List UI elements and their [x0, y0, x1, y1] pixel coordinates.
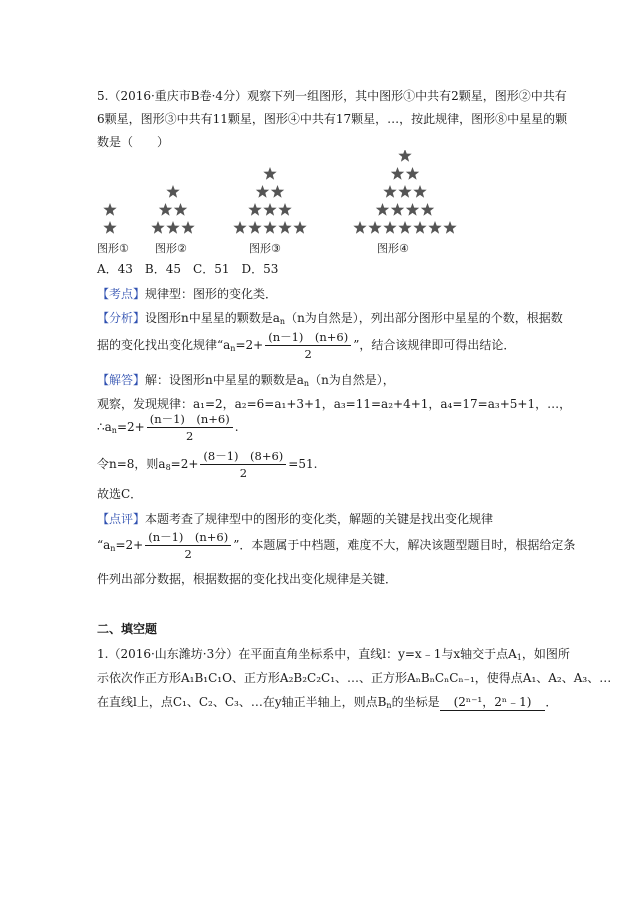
kaodian-tag: 【考点】 [97, 287, 146, 301]
q1-line2: 示依次作正方形A₁B₁C₁O、正方形A₂B₂C₂C₁、…、正方形AₙBₙCₙCₙ₋₁，使得点A₁、A₂、A₃、… [97, 671, 612, 685]
star-icon [263, 203, 276, 216]
star-icon [174, 203, 187, 216]
fenxi-eq: =2+ [235, 338, 264, 352]
star-icon [391, 167, 404, 180]
star-icon [263, 221, 276, 234]
section-title: 二、填空题 [97, 622, 158, 636]
star-icon [278, 203, 291, 216]
fraction-denominator: 2 [184, 547, 192, 561]
therefore-end: . [234, 420, 239, 434]
jieda-choose: 故选C． [97, 487, 143, 501]
fenxi-text-1: 设图形n中星星的颗数是a [145, 311, 280, 325]
fraction-denominator: 2 [239, 466, 248, 480]
kaodian-text: 规律型：图形的变化类． [145, 287, 278, 301]
jieda-let [97, 447, 317, 485]
star-icon [353, 221, 366, 234]
star-icon [398, 150, 411, 162]
fraction-numerator: (n－1) (n+6) [265, 330, 351, 346]
dianping-eq: =2+ [115, 538, 144, 552]
let-eq: =2+ [170, 457, 199, 471]
fenxi-line2 [97, 328, 515, 366]
star-icon [103, 221, 116, 234]
star-icon [368, 221, 381, 234]
star-icon [406, 167, 419, 180]
figure-label-3: 图形③ [249, 242, 281, 255]
jieda-sub-1: n [303, 379, 310, 388]
dianping-line3: 件列出部分数据，根据数据的变化找出变化规律是关键． [97, 572, 398, 586]
star-icon [383, 185, 396, 198]
star-icon [181, 221, 194, 234]
q1-text-3b: 的坐标是 [391, 695, 440, 709]
figure-label-4: 图形④ [377, 242, 409, 255]
let-sub: 8 [165, 463, 171, 472]
star-icon [151, 221, 164, 234]
fraction-numerator: (n－1) (n+6) [145, 530, 231, 546]
star-icon [443, 221, 456, 234]
therefore-text: ∴a [97, 420, 112, 434]
fenxi-line1 [97, 310, 563, 330]
dianping-text-2b: ”．本题属于中档题，难度不大，解决该题型题目时，根据给定条 [233, 538, 576, 552]
q1-sub-1: 1 [516, 653, 522, 662]
jieda-text-1b: （n为自然是）， [309, 373, 395, 387]
fenxi-sub-1: n [279, 317, 286, 326]
star-pattern-svg [97, 150, 477, 240]
therefore-eq: =2+ [116, 420, 145, 434]
q5-line3: 数是（ ） [97, 135, 170, 149]
let-end: =51. [288, 457, 318, 471]
q1-sub-3: n [386, 701, 392, 710]
star-icon [248, 203, 261, 216]
figure-label-1: 图形① [97, 242, 129, 255]
dianping-fraction [145, 530, 231, 561]
fenxi-tag: 【分析】 [97, 311, 146, 325]
star-icon [263, 167, 276, 180]
fraction-numerator: (n－1) (n+6) [147, 412, 233, 428]
dianping-line1 [97, 511, 493, 527]
jieda-observe: 观察，发现规律：a₁=2，a₂=6=a₁+3+1，a₃=11=a₂+4+1，a₄=17=a₃+5+1，…， [97, 397, 572, 411]
let-fraction [200, 449, 286, 480]
star-icon [406, 203, 419, 216]
star-figure [97, 150, 477, 258]
star-icon [256, 185, 269, 198]
dianping-text-2: “a [97, 538, 111, 552]
kaodian-line [97, 286, 277, 302]
fenxi-text-1b: （n为自然是），列出部分图形中星星的个数，根据数 [285, 311, 563, 325]
fenxi-text-2b: ”，结合该规律即可得出结论． [353, 338, 516, 352]
star-icon [383, 221, 396, 234]
jieda-therefore [97, 410, 239, 448]
answer-blank: (2ⁿ⁻¹，2ⁿ﹣1) [440, 694, 546, 711]
jieda-text-1: 解：设图形n中星星的颗数是a [145, 373, 304, 387]
star-icon [421, 203, 434, 216]
star-icon [278, 221, 291, 234]
q5-line1: 5.（2016·重庆市B卷·4分）观察下列一组图形，其中图形①中共有2颗星，图形②中共有 [97, 89, 567, 103]
star-icon [271, 185, 284, 198]
q1-line1 [97, 646, 570, 666]
q5-options: A．43 B．45 C．51 D．53 [97, 262, 279, 276]
q1-line3 [97, 694, 557, 714]
star-icon [103, 203, 116, 216]
therefore-fraction [147, 412, 233, 443]
q1-text-3c: ． [545, 695, 558, 709]
fraction-denominator: 2 [186, 429, 194, 443]
star-icon [413, 185, 426, 198]
dianping-text-1: 本题考查了规律型中的图形的变化类，解题的关键是找出变化规律 [145, 512, 494, 526]
dianping-line2 [97, 528, 575, 566]
star-icon [166, 221, 179, 234]
star-icon [391, 203, 404, 216]
star-icon [248, 221, 261, 234]
dianping-sub: n [110, 544, 116, 553]
fraction-denominator: 2 [304, 347, 312, 361]
jieda-line1 [97, 372, 395, 392]
therefore-sub: n [111, 426, 117, 435]
star-icon [233, 221, 246, 234]
fenxi-text-2: 据的变化找出变化规律“a [97, 338, 231, 352]
q1-text-1: 1.（2016·山东潍坊·3分）在平面直角坐标系中，直线l：y=x﹣1与x轴交于点A [97, 647, 517, 661]
star-icon [413, 221, 426, 234]
q1-text-3: 在直线l上，点C₁、C₂、C₃、…在y轴正半轴上，则点B [97, 695, 387, 709]
star-icon [428, 221, 441, 234]
star-icon [166, 185, 179, 198]
star-icon [398, 221, 411, 234]
q5-line2: 6颗星，图形③中共有11颗星，图形④中共有17颗星，…，按此规律，图形⑧中星星的颗 [97, 112, 568, 126]
star-icon [376, 203, 389, 216]
let-text: 令n=8，则a [97, 457, 166, 471]
fenxi-fraction [265, 330, 351, 361]
dianping-tag: 【点评】 [97, 512, 146, 526]
figure-label-2: 图形② [155, 242, 187, 255]
jieda-tag: 【解答】 [97, 373, 146, 387]
star-icon [398, 185, 411, 198]
star-icon [293, 221, 306, 234]
q1-text-1b: ，如图所 [521, 647, 570, 661]
fraction-numerator: (8－1) (8+6) [200, 449, 286, 465]
star-icon [159, 203, 172, 216]
fenxi-sub-2: n [230, 344, 236, 353]
